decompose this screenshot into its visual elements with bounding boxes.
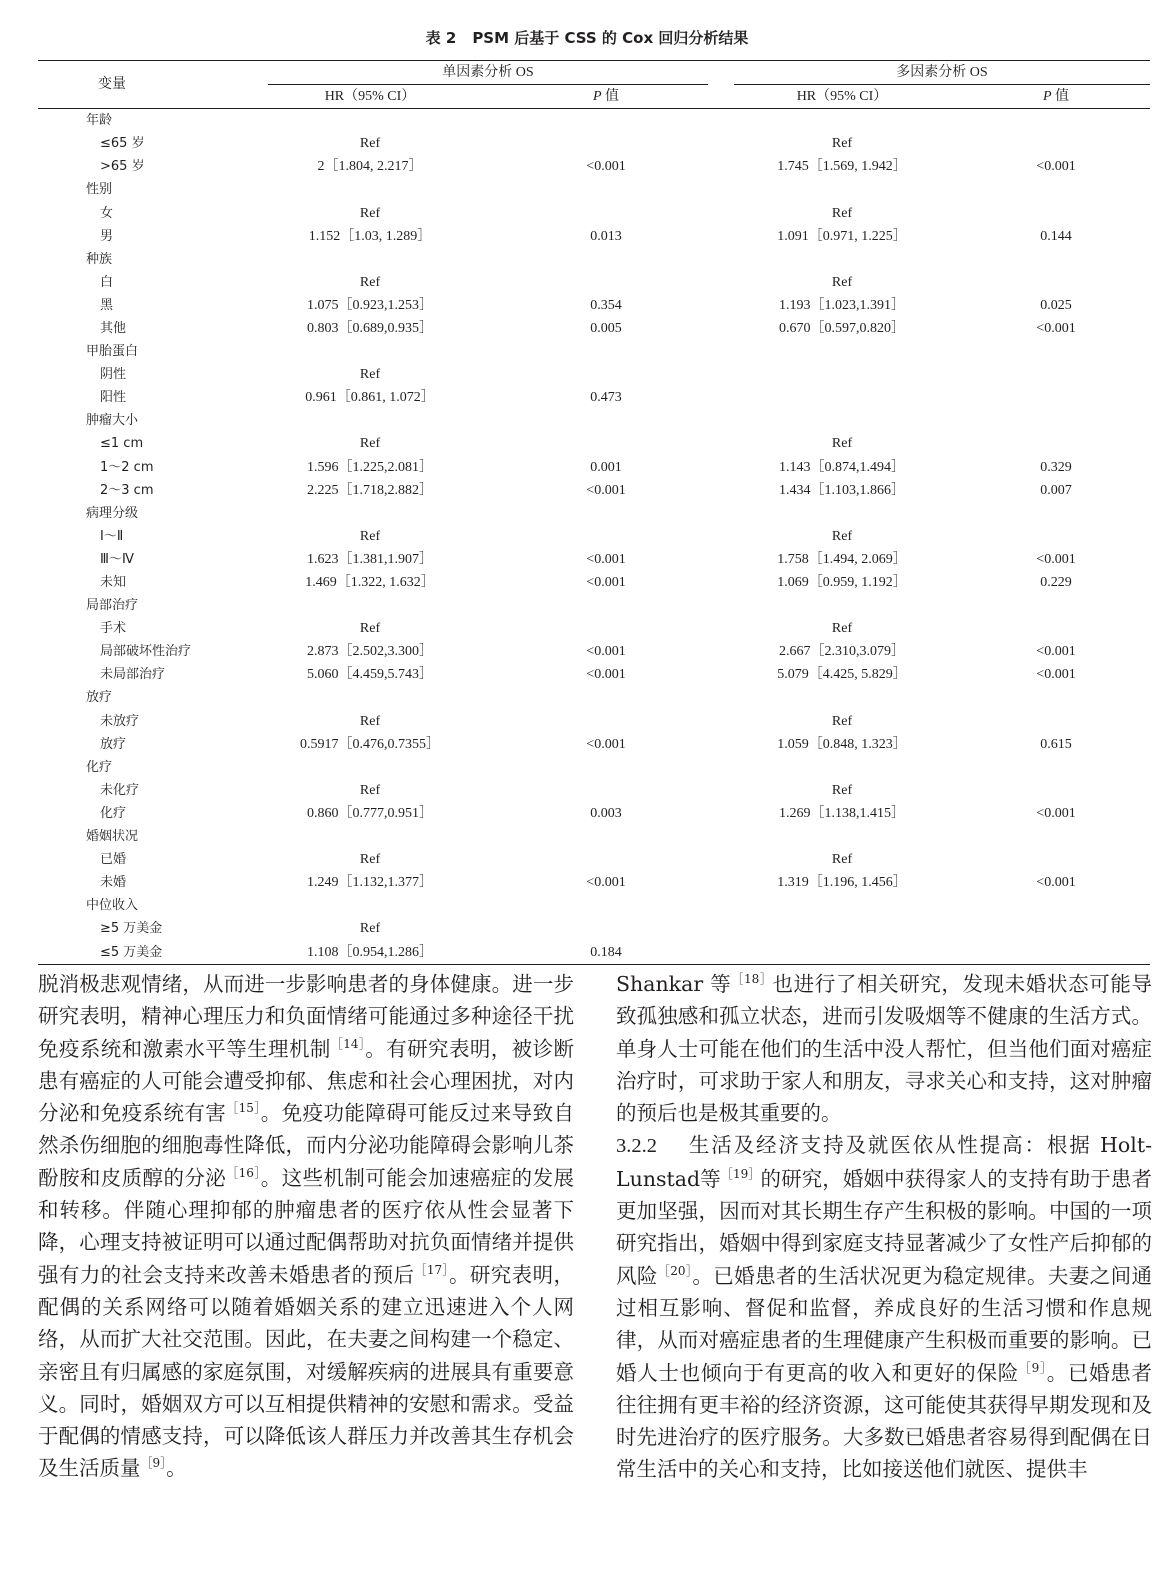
table-row [38,779,1150,802]
p-multivariate [962,525,1150,548]
table-row [38,848,1150,871]
p-multivariate [962,409,1150,432]
row-label: 年龄 [86,113,113,129]
p-univariate [490,710,722,733]
table-row [38,571,1150,594]
text-run: Shankar 等 [616,972,732,996]
hr-univariate: 2［1.804, 2.217］ [317,159,423,175]
row-label: ≤5 万美金 [38,940,250,964]
p-multivariate [962,502,1150,525]
row-label: 放疗 [86,690,113,706]
row-label: 婚姻状况 [86,829,139,845]
hr-univariate: Ref [359,274,381,290]
p-multivariate [962,779,1150,802]
table-row [38,640,1150,663]
hr-univariate: 1.075［0.923,1.253］ [307,297,433,313]
p-multivariate [962,848,1150,871]
row-label: 女 [100,205,114,221]
paragraph [38,968,574,1485]
p-univariate: 0.005 [590,320,622,336]
section-title: 生活及经济支持及就医依从性提高： [687,1133,1047,1158]
hr-univariate [250,894,490,917]
hr-univariate: 1.249［1.132,1.377］ [307,875,433,891]
text-run: 的研究，婚姻中获得家人的支持有助于患者更加坚强，因而对其长期生存产生积极的影响。中国的一项研究指出，婚姻中得到家庭支持显著减少了女性产后抑郁的风险 [616,1166,1152,1288]
table-caption [0,27,1174,48]
col-group-univariate: 单因素分析 OS [268,61,708,85]
row-label: 未放疗 [100,713,140,729]
right-column [616,968,1152,1486]
p-univariate [490,363,722,386]
p-univariate: <0.001 [586,482,626,498]
hr-univariate: Ref [359,921,381,937]
hr-multivariate: 1.269［1.138,1.415］ [779,805,905,821]
row-label: 肿瘤大小 [86,413,139,429]
citation-ref: ［9］ [140,1456,167,1471]
col-header-p-multi [962,85,1150,109]
p-suffix: 值 [601,89,620,105]
hr-univariate [250,756,490,779]
row-label: 黑 [100,297,114,313]
p-univariate [490,178,722,201]
row-label: 性别 [86,182,113,198]
hr-multivariate [722,340,962,363]
cox-regression-table [38,60,1150,965]
row-label: 化疗 [100,805,127,821]
p-univariate: <0.001 [586,875,626,891]
row-label: Ⅲ～Ⅳ [100,551,134,567]
row-label: >65 岁 [100,159,145,175]
hr-univariate: Ref [359,528,381,544]
p-multivariate: <0.001 [1036,644,1076,660]
p-multivariate: <0.001 [1036,667,1076,683]
p-multivariate [962,710,1150,733]
hr-univariate [250,594,490,617]
hr-multivariate: 2.667［2.310,3.079］ [779,644,905,660]
p-univariate: 0.003 [590,805,622,821]
row-label: 中位收入 [86,898,139,914]
p-multivariate [962,940,1150,964]
row-label: 阴性 [100,367,127,383]
hr-univariate: 1.152［1.03, 1.289］ [308,228,432,244]
hr-multivariate: Ref [831,782,853,798]
table-row [38,479,1150,502]
hr-multivariate: Ref [831,713,853,729]
p-univariate: <0.001 [586,159,626,175]
hr-multivariate [722,248,962,271]
row-label: 未婚 [100,875,127,891]
text-run: 。免疫功能障碍可能反过来导致自然杀伤细胞的细胞毒性降低，而内分泌功能障碍会影响儿茶酚胺和皮质醇的分泌 [38,1101,575,1190]
hr-univariate: 2.873［2.502,3.300］ [307,644,433,660]
citation-ref: ［15］ [226,1101,261,1116]
p-suffix: 值 [1051,89,1070,105]
row-label: 2～3 cm [100,482,154,498]
hr-univariate: Ref [359,367,381,383]
p-univariate [490,894,722,917]
hr-multivariate: Ref [831,136,853,152]
paragraph [616,968,1152,1129]
table-row [38,456,1150,479]
hr-univariate [250,340,490,363]
table-group-row [38,502,1150,525]
citation-ref: ［16］ [226,1165,261,1180]
table-row [38,871,1150,894]
p-multivariate [962,109,1150,133]
hr-univariate: 0.860［0.777,0.951］ [307,805,433,821]
hr-multivariate: 1.434［1.103,1.866］ [779,482,905,498]
p-univariate [490,594,722,617]
text-run: 。 [166,1456,187,1481]
table-row [38,710,1150,733]
section-number: 3.2.2 [616,1135,657,1158]
row-label: 种族 [86,251,113,267]
col-header-variable: 变量 [38,61,250,109]
p-univariate: <0.001 [586,551,626,567]
row-label: 未局部治疗 [100,667,166,683]
p-univariate [490,409,722,432]
citation-ref: ［20］ [657,1263,693,1278]
hr-multivariate: Ref [831,528,853,544]
p-multivariate: 0.007 [1040,482,1072,498]
text-run: 脱消极悲观情绪，从而进一步影响患者的身体健康。进一步研究表明，精神心理压力和负面情绪可能通过多种途径干扰免疫系统和激素水平等生理机制 [38,972,574,1061]
p-univariate [490,779,722,802]
hr-multivariate [722,178,962,201]
hr-multivariate [722,894,962,917]
hr-univariate: 1.469［1.322, 1.632］ [305,575,435,591]
hr-univariate: 0.803［0.689,0.935］ [307,320,433,336]
p-multivariate: <0.001 [1036,875,1076,891]
p-univariate: <0.001 [586,736,626,752]
hr-multivariate: 1.143［0.874,1.494］ [779,459,905,475]
row-label: 局部治疗 [86,598,139,614]
row-label: 阳性 [100,390,127,406]
row-label: 1～2 cm [100,459,154,475]
col-header-hr-uni: HR（95% CI） [250,85,490,109]
p-univariate [490,432,722,455]
p-multivariate [962,363,1150,386]
hr-univariate: Ref [359,436,381,452]
hr-univariate: Ref [359,205,381,221]
hr-multivariate: 1.758［1.494, 2.069］ [777,551,907,567]
row-label: Ⅰ～Ⅱ [100,528,124,544]
table-row [38,363,1150,386]
citation-ref: ［9］ [1018,1360,1047,1375]
p-multivariate [962,617,1150,640]
table-row [38,225,1150,248]
table-body [38,109,1150,964]
p-multivariate [962,201,1150,224]
hr-multivariate: Ref [831,621,853,637]
table-group-row [38,109,1150,133]
table-group-row [38,594,1150,617]
hr-univariate [250,686,490,709]
hr-univariate [250,109,490,133]
table-row [38,386,1150,409]
hr-multivariate [722,502,962,525]
p-univariate [490,109,722,133]
hr-univariate: 1.596［1.225,2.081］ [307,459,433,475]
hr-univariate [250,502,490,525]
hr-multivariate [722,386,962,409]
hr-multivariate [722,940,962,964]
hr-multivariate [722,594,962,617]
row-label: ≥5 万美金 [100,921,163,937]
hr-univariate: 0.961［0.861, 1.072］ [305,390,435,406]
p-univariate: <0.001 [586,575,626,591]
col-group-multivariate: 多因素分析 OS [734,61,1150,85]
row-label: ≤65 岁 [100,136,145,152]
row-label: 男 [100,228,114,244]
p-univariate [490,271,722,294]
p-univariate: <0.001 [586,667,626,683]
p-multivariate [962,271,1150,294]
table-row [38,294,1150,317]
p-univariate [490,848,722,871]
p-multivariate [962,686,1150,709]
hr-multivariate [722,756,962,779]
table-row [38,155,1150,178]
table-group-row [38,894,1150,917]
row-label: 局部破坏性治疗 [100,644,192,660]
p-multivariate [962,756,1150,779]
hr-multivariate: 1.069［0.959, 1.192］ [777,575,907,591]
hr-univariate: 2.225［1.718,2.882］ [307,482,433,498]
row-label: 已婚 [100,852,127,868]
table-caption-text: PSM 后基于 CSS 的 Cox 回归分析结果 [472,29,749,47]
citation-ref: ［18］ [731,972,773,986]
p-multivariate [962,248,1150,271]
hr-multivariate: Ref [831,852,853,868]
hr-multivariate [722,363,962,386]
p-multivariate [962,894,1150,917]
p-univariate: <0.001 [586,644,626,660]
p-univariate [490,201,722,224]
p-multivariate: 0.144 [1040,228,1072,244]
p-multivariate [962,432,1150,455]
p-multivariate: <0.001 [1036,320,1076,336]
p-multivariate: 0.229 [1040,575,1072,591]
p-univariate [490,525,722,548]
paragraph [616,1129,1152,1485]
table-row [38,917,1150,940]
p-univariate [490,825,722,848]
p-univariate: 0.184 [490,940,722,964]
table-row [38,132,1150,155]
p-univariate [490,617,722,640]
hr-multivariate [722,109,962,133]
col-header-p-uni [490,85,722,109]
row-label: 其他 [100,320,127,336]
p-univariate: 0.354 [590,297,622,313]
p-multivariate: 0.025 [1040,297,1072,313]
p-multivariate [962,132,1150,155]
text-run: 。已婚患者往往拥有更丰裕的经济资源，这可能使其获得早期发现和及时先进治疗的医疗服务。大多数已婚患者容易得到配偶在日常生活中的关心和支持，比如接送他们就医、提供丰 [616,1360,1153,1482]
table-row [38,802,1150,825]
p-multivariate [962,386,1150,409]
p-italic: P [592,89,602,105]
p-multivariate [962,340,1150,363]
row-label: 放疗 [100,736,127,752]
citation-ref: ［14］ [330,1036,366,1051]
hr-multivariate: Ref [831,436,853,452]
table-row [38,733,1150,756]
row-label: 甲胎蛋白 [86,344,139,360]
citation-ref: ［19］ [720,1166,761,1181]
hr-univariate [250,825,490,848]
left-column [38,968,574,1485]
p-multivariate: 0.615 [1040,736,1072,752]
table-caption-label: 表 2 [425,29,457,47]
hr-multivariate: 1.059［0.848, 1.323］ [777,736,907,752]
p-multivariate [962,178,1150,201]
p-multivariate: <0.001 [1036,551,1076,567]
table-header-row-1 [38,61,1150,86]
hr-univariate [250,248,490,271]
hr-multivariate: 1.193［1.023,1.391］ [779,297,905,313]
hr-multivariate [722,917,962,940]
table-row [38,271,1150,294]
hr-multivariate: 1.319［1.196, 1.456］ [777,875,907,891]
hr-multivariate: 1.745［1.569, 1.942］ [777,159,907,175]
table-row [38,548,1150,571]
p-univariate: 0.013 [590,228,622,244]
p-univariate: 0.001 [590,459,622,475]
p-univariate [490,248,722,271]
table-row [38,317,1150,340]
p-multivariate: 0.329 [1040,459,1072,475]
row-label: 手术 [100,621,127,637]
row-label: 化疗 [86,759,113,775]
p-univariate: 0.473 [590,390,622,406]
hr-univariate: Ref [359,621,381,637]
hr-multivariate: Ref [831,205,853,221]
hr-univariate: Ref [359,852,381,868]
p-univariate [490,340,722,363]
table-group-row [38,178,1150,201]
p-univariate [490,917,722,940]
p-univariate [490,132,722,155]
hr-univariate [250,409,490,432]
table-group-row [38,248,1150,271]
hr-multivariate [722,825,962,848]
hr-multivariate: Ref [831,274,853,290]
hr-univariate [250,178,490,201]
p-multivariate [962,825,1150,848]
body-text [38,968,1153,1568]
hr-univariate: Ref [359,136,381,152]
row-label: ≤1 cm [100,436,144,452]
text-run: 。这些机制可能会加速癌症的发展和转移。伴随心理抑郁的肿瘤患者的医疗依从性会显著下降，心理支持被证明可以通过配偶帮助对抗负面情绪并提供强有力的社会支持来改善未婚患者的预后 [38,1165,575,1287]
table-group-row [38,756,1150,779]
text-run: 。有研究表明，被诊断患有癌症的人可能会遭受抑郁、焦虑和社会心理困扰，对内分泌和免疫系统有害 [38,1036,575,1126]
p-univariate [490,756,722,779]
hr-multivariate: 5.079［4.425, 5.829］ [777,667,907,683]
p-univariate [490,686,722,709]
text-run: 。已婚患者的生活状况更为稳定规律。夫妻之间通过相互影响、督促和监督，养成良好的生活习惯和作息规律，从而对癌症患者的生理健康产生积极而重要的影响。已婚人士也倾向于有更高的收入和更好的保险 [616,1263,1152,1385]
table-row [38,201,1150,224]
citation-ref: ［17］ [414,1262,449,1277]
hr-univariate: Ref [359,782,381,798]
p-multivariate [962,917,1150,940]
hr-multivariate [722,409,962,432]
table-group-row [38,340,1150,363]
hr-multivariate [722,686,962,709]
text-run: 根据 Holt-Lunstad等 [616,1133,1152,1191]
row-label: 病理分级 [86,505,139,521]
hr-univariate: 0.5917［0.476,0.7355］ [300,736,440,752]
table-row [38,663,1150,686]
table-group-row [38,825,1150,848]
hr-univariate: Ref [359,713,381,729]
table-row [38,617,1150,640]
table-group-row [38,409,1150,432]
p-italic: P [1042,89,1052,105]
row-label: 未知 [100,575,127,591]
p-multivariate: <0.001 [1036,159,1076,175]
p-univariate [490,502,722,525]
row-label: 白 [100,274,114,290]
hr-univariate: 1.623［1.381,1.907］ [307,551,433,567]
hr-multivariate: 0.670［0.597,0.820］ [779,320,905,336]
col-header-hr-multi: HR（95% CI） [722,85,962,109]
p-multivariate [962,594,1150,617]
table-row [38,525,1150,548]
p-multivariate: <0.001 [1036,805,1076,821]
hr-univariate: 1.108［0.954,1.286］ [250,940,490,964]
text-run: 。研究表明，配偶的关系网络可以随着婚姻关系的建立迅速进入个人网络，从而扩大社交范围。因此，在夫妻之间构建一个稳定、亲密且有归属感的家庭氛围，对缓解疾病的进展具有重要意义。同时，婚姻双方可以互相提供精神的安慰和需求。受益于配偶的情感支持，可以降低该人群压力并改善其生存机会及生活质量 [38,1262,574,1481]
row-label: 未化疗 [100,782,140,798]
table-row [38,940,1150,964]
hr-multivariate: 1.091［0.971, 1.225］ [777,228,907,244]
hr-univariate: 5.060［4.459,5.743］ [307,667,433,683]
text-run: 也进行了相关研究，发现未婚状态可能导致孤独感和孤立状态，进而引发吸烟等不健康的生活方式。单身人士可能在他们的生活中没人帮忙，但当他们面对癌症治疗时，可求助于家人和朋友，寻求关心和支持，这对肿瘤的预后也是极其重要的。 [616,972,1152,1126]
table-group-row [38,686,1150,709]
table-row [38,432,1150,455]
